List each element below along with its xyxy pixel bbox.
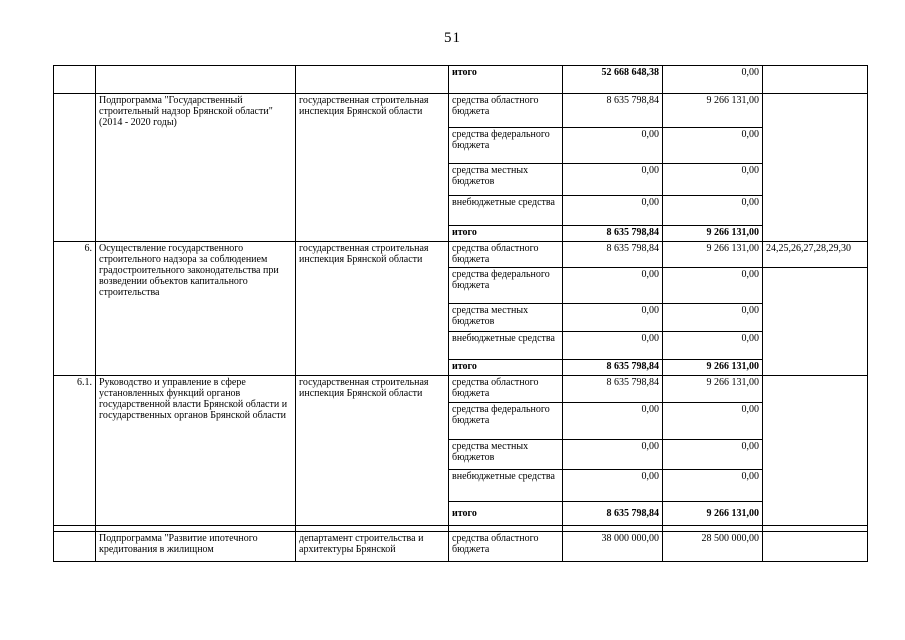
table-row bbox=[54, 376, 868, 403]
table-row bbox=[54, 66, 868, 94]
executor-cell: государственная строительная инспекция Брянской области bbox=[296, 94, 449, 242]
index-cell bbox=[54, 94, 96, 242]
source-cell: средства областного бюджета bbox=[449, 532, 563, 562]
amount-cell: 38 000 000,00 bbox=[563, 532, 663, 562]
index-cell bbox=[54, 532, 96, 562]
source-cell: внебюджетные средства bbox=[449, 332, 563, 360]
amount-cell: 0,00 bbox=[563, 164, 663, 196]
source-cell: итого bbox=[449, 66, 563, 94]
source-cell: средства областного бюджета bbox=[449, 242, 563, 268]
index-cell: 6.1. bbox=[54, 376, 96, 526]
source-cell: средства федерального бюджета bbox=[449, 268, 563, 304]
amount-cell: 8 635 798,84 bbox=[563, 376, 663, 403]
amount-cell: 0,00 bbox=[563, 440, 663, 470]
amount-cell: 0,00 bbox=[663, 196, 763, 226]
tasks-cell bbox=[763, 532, 868, 562]
amount-cell: 8 635 798,84 bbox=[563, 94, 663, 128]
amount-cell: 0,00 bbox=[563, 268, 663, 304]
page-number: 51 bbox=[444, 30, 461, 46]
amount-cell: 0,00 bbox=[563, 196, 663, 226]
amount-cell: 9 266 131,00 bbox=[663, 360, 763, 376]
source-cell: средства федерального бюджета bbox=[449, 128, 563, 164]
amount-cell: 9 266 131,00 bbox=[663, 376, 763, 403]
amount-cell: 0,00 bbox=[663, 304, 763, 332]
amount-cell: 0,00 bbox=[663, 268, 763, 304]
amount-cell: 0,00 bbox=[663, 332, 763, 360]
tasks-cell bbox=[763, 376, 868, 526]
source-cell: средства местных бюджетов bbox=[449, 304, 563, 332]
amount-cell: 52 668 648,38 bbox=[563, 66, 663, 94]
amount-cell: 9 266 131,00 bbox=[663, 226, 763, 242]
amount-cell: 0,00 bbox=[563, 304, 663, 332]
name-cell: Руководство и управление в сфере установленных функций органов государственной власти Брянской области и государственных органов Брянской области bbox=[96, 376, 296, 526]
source-cell: средства областного бюджета bbox=[449, 376, 563, 403]
source-cell: средства местных бюджетов bbox=[449, 164, 563, 196]
amount-cell: 9 266 131,00 bbox=[663, 94, 763, 128]
source-cell: средства областного бюджета bbox=[449, 94, 563, 128]
name-cell: Подпрограмма "Государственный строительный надзор Брянской области" (2014 - 2020 годы) bbox=[96, 94, 296, 242]
index-cell: 6. bbox=[54, 242, 96, 376]
amount-cell: 8 635 798,84 bbox=[563, 242, 663, 268]
amount-cell: 28 500 000,00 bbox=[663, 532, 763, 562]
source-cell: итого bbox=[449, 226, 563, 242]
budget-table bbox=[53, 65, 868, 562]
amount-cell: 9 266 131,00 bbox=[663, 242, 763, 268]
amount-cell: 0,00 bbox=[663, 470, 763, 502]
source-cell: итого bbox=[449, 360, 563, 376]
executor-cell: государственная строительная инспекция Брянской области bbox=[296, 242, 449, 376]
table-row bbox=[54, 532, 868, 562]
source-cell: внебюджетные средства bbox=[449, 196, 563, 226]
table-row bbox=[54, 94, 868, 128]
tasks-cell bbox=[763, 268, 868, 376]
name-cell: Подпрограмма "Развитие ипотечного кредитования в жилищном bbox=[96, 532, 296, 562]
source-cell: итого bbox=[449, 502, 563, 526]
amount-cell: 0,00 bbox=[663, 66, 763, 94]
amount-cell: 0,00 bbox=[663, 128, 763, 164]
amount-cell: 0,00 bbox=[563, 403, 663, 440]
amount-cell: 0,00 bbox=[663, 403, 763, 440]
source-cell: средства федерального бюджета bbox=[449, 403, 563, 440]
executor-cell: департамент строительства и архитектуры Брянской bbox=[296, 532, 449, 562]
tasks-cell bbox=[763, 94, 868, 242]
amount-cell: 0,00 bbox=[663, 440, 763, 470]
index-cell bbox=[54, 66, 96, 94]
amount-cell: 9 266 131,00 bbox=[663, 502, 763, 526]
amount-cell: 0,00 bbox=[563, 128, 663, 164]
name-cell: Осуществление государственного строительного надзора за соблюдением градостроительного законодательства при возведении объектов капитального строительства bbox=[96, 242, 296, 376]
executor-cell: государственная строительная инспекция Брянской области bbox=[296, 376, 449, 526]
amount-cell: 8 635 798,84 bbox=[563, 360, 663, 376]
amount-cell: 0,00 bbox=[563, 332, 663, 360]
table-row bbox=[54, 242, 868, 268]
amount-cell: 8 635 798,84 bbox=[563, 502, 663, 526]
executor-cell bbox=[296, 66, 449, 94]
amount-cell: 8 635 798,84 bbox=[563, 226, 663, 242]
source-cell: внебюджетные средства bbox=[449, 470, 563, 502]
amount-cell: 0,00 bbox=[663, 164, 763, 196]
tasks-cell bbox=[763, 66, 868, 94]
tasks-cell: 24,25,26,27,28,29,30 bbox=[763, 242, 868, 268]
source-cell: средства местных бюджетов bbox=[449, 440, 563, 470]
name-cell bbox=[96, 66, 296, 94]
amount-cell: 0,00 bbox=[563, 470, 663, 502]
